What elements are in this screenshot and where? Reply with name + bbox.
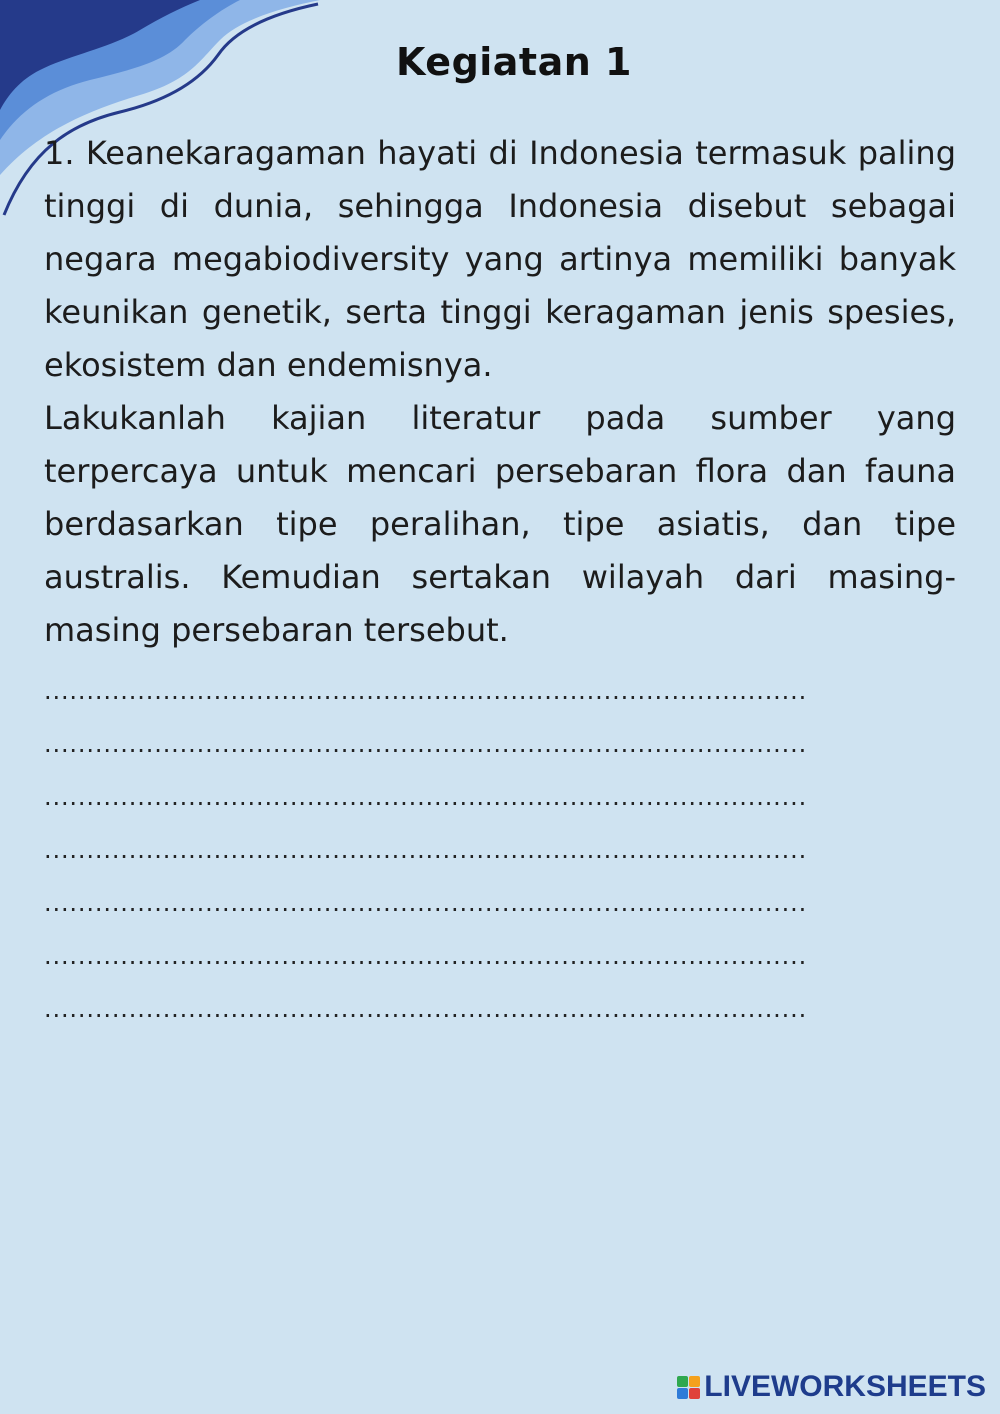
answer-line[interactable]: .......................................................................................... bbox=[44, 730, 808, 758]
answer-line[interactable]: .......................................................................................... bbox=[44, 995, 808, 1023]
liveworksheets-logo-icon bbox=[677, 1376, 700, 1399]
logo-square-blue bbox=[677, 1388, 688, 1399]
logo-square-red bbox=[689, 1388, 700, 1399]
question-paragraph: 1. Keanekaragaman hayati di Indonesia termasuk paling tinggi di dunia, sehingga Indonesia disebut sebagai negara megabiodiversity yang artinya memiliki banyak keunikan genetik, serta tinggi keragaman jenis spesies, ekosistem dan endemisnya. bbox=[44, 134, 956, 384]
answer-line[interactable]: .......................................................................................... bbox=[44, 889, 808, 917]
liveworksheets-brand[interactable] bbox=[677, 1372, 986, 1402]
answer-area[interactable] bbox=[44, 665, 956, 1036]
answer-line[interactable]: .......................................................................................... bbox=[44, 942, 808, 970]
brand-name: LIVEWORKSHEETS bbox=[704, 1370, 986, 1403]
logo-square-orange bbox=[689, 1376, 700, 1387]
answer-line[interactable]: .......................................................................................... bbox=[44, 836, 808, 864]
page-title: Kegiatan 1 bbox=[396, 40, 632, 84]
answer-line[interactable]: .......................................................................................... bbox=[44, 783, 808, 811]
answer-line[interactable]: .......................................................................................... bbox=[44, 677, 808, 705]
instructions-block bbox=[44, 127, 956, 657]
task-paragraph: Lakukanlah kajian literatur pada sumber yang terpercaya untuk mencari persebaran flora dan fauna berdasarkan tipe peralihan, tipe asiatis, dan tipe australis. Kemudian sertakan wilayah dari masing-masing persebaran tersebut. bbox=[44, 399, 956, 649]
logo-square-green bbox=[677, 1376, 688, 1387]
